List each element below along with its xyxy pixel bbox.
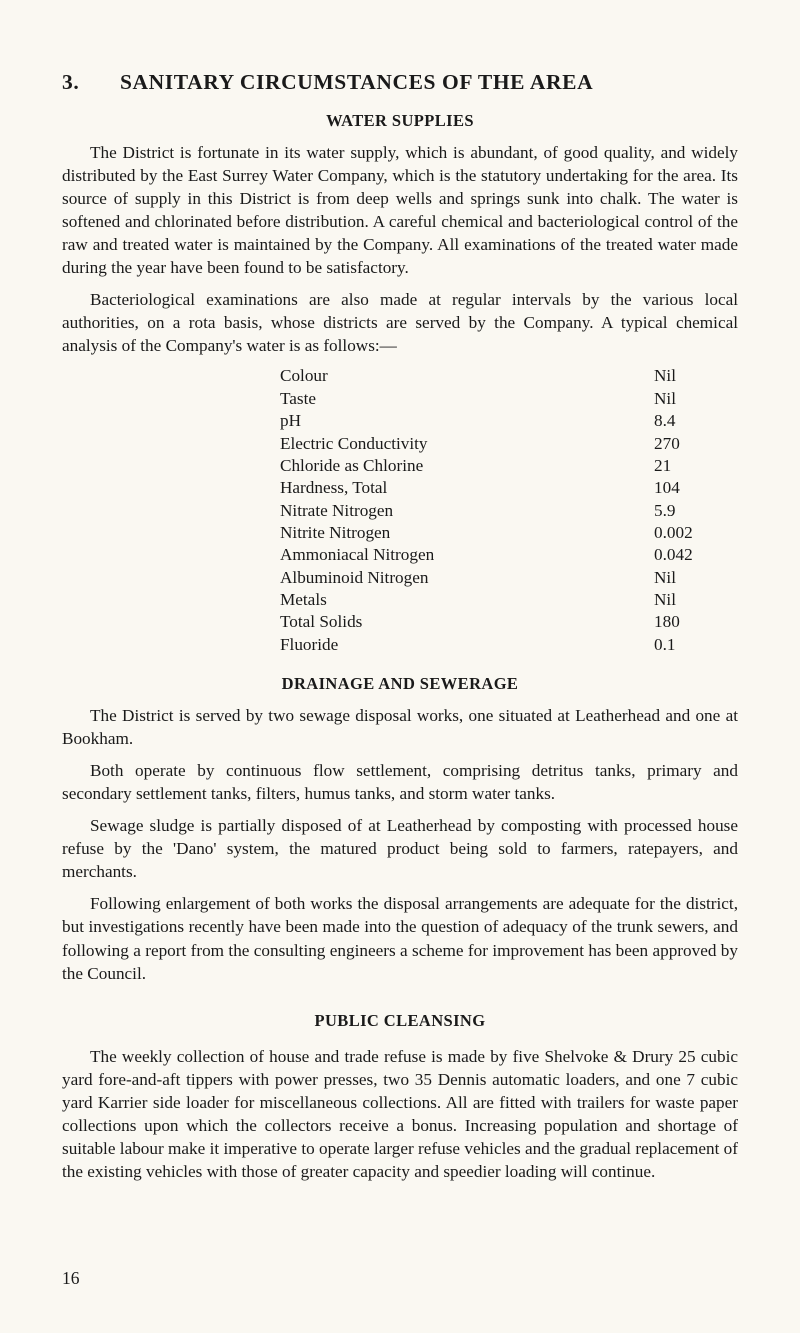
table-row [62,500,738,522]
table-row [62,634,738,656]
analysis-value: 0.002 [654,522,693,542]
section-heading-public-cleansing: PUBLIC CLEANSING [314,1010,486,1030]
table-row [62,522,738,544]
analysis-label: Nitrite Nitrogen [280,522,391,542]
paragraph-drainage-4: Following enlargement of both works the disposal arrangements are adequate for the district, but investigations recently have been made into the question of adequacy of the trunk sewers, and following a report from the consulting engineers a scheme for improvement has been approved by the Council. [62,894,738,983]
analysis-value: 180 [654,612,680,632]
analysis-value: Nil [654,366,676,386]
analysis-value: 5.9 [654,500,676,520]
table-row [62,365,738,387]
section-heading-drainage-and-sewerage: DRAINAGE AND SEWERAGE [281,674,519,694]
analysis-label: Chloride as Chlorine [280,455,424,475]
analysis-label: Fluoride [280,634,339,654]
chapter-title: SANITARY CIRCUMSTANCES OF THE AREA [120,70,594,94]
table-row [62,433,738,455]
paragraph-drainage-3: Sewage sludge is partially disposed of at Leatherhead by composting with processed house refuse by the 'Dano' system, the matured product being sold to farmers, ratepayers, and merchants. [62,816,738,882]
table-row [62,567,738,589]
analysis-value: Nil [654,567,676,587]
analysis-label: Colour [280,366,328,386]
section-heading-water-supplies: WATER SUPPLIES [326,111,474,130]
paragraph-drainage-2: Both operate by continuous flow settlement, comprising detritus tanks, primary and secondary settlement tanks, filters, humus tanks, and storm water tanks. [62,761,738,804]
analysis-value: 270 [654,433,680,453]
analysis-value: 0.1 [654,634,676,654]
analysis-value: 0.042 [654,545,693,565]
analysis-value: 104 [654,478,680,498]
table-row [62,611,738,633]
analysis-label: Albuminoid Nitrogen [280,567,429,587]
analysis-value: Nil [654,388,676,408]
paragraph-drainage-1: The District is served by two sewage disposal works, one situated at Leatherhead and one at Bookham. [62,706,738,749]
water-analysis-table [62,365,738,656]
table-row [62,388,738,410]
table-row [62,410,738,432]
chapter-number: 3. [62,70,80,94]
table-row [62,544,738,566]
analysis-value: 21 [654,455,672,475]
analysis-label: Electric Conductivity [280,433,428,453]
table-row [62,589,738,611]
analysis-value: Nil [654,590,676,610]
paragraph-water-1: The District is fortunate in its water supply, which is abundant, of good quality, and widely distributed by the East Surrey Water Company, which is the statutory undertaking for the area. Its source of supply in this District is from deep wells and springs sunk into chalk. The water is softened and chlorinated before distribution. A careful chemical and bacteriological control of the raw and treated water is maintained by the Company. All examinations of the treated water made during the year have been found to be satisfactory. [62,143,738,278]
analysis-label: Nitrate Nitrogen [280,500,394,520]
analysis-label: pH [280,411,302,431]
analysis-label: Taste [280,388,317,408]
analysis-label: Hardness, Total [280,478,388,498]
table-row [62,455,738,477]
analysis-label: Ammoniacal Nitrogen [280,545,435,565]
table-row [62,477,738,499]
analysis-label: Total Solids [280,612,363,632]
page-title [62,70,738,95]
paragraph-water-2: Bacteriological examinations are also made at regular intervals by the various local authorities, on a rota basis, whose districts are served by the Company. A typical chemical analysis of the Company's water is as follows:— [62,290,738,356]
page-number: 16 [62,1268,80,1288]
analysis-value: 8.4 [654,411,676,431]
paragraph-public-cleansing-1: The weekly collection of house and trade refuse is made by five Shelvoke & Drury 25 cubic yard fore-and-aft tippers with power presses, two 35 Dennis automatic loaders, and one 7 cubic yard Karrier side loader for miscellaneous collections. All are fitted with trailers for waste paper collections upon which the collectors receive a bonus. Increasing population and shortage of suitable labour make it imperative to operate larger refuse vehicles and the gradual replacement of the existing vehicles with those of greater capacity and speedier loading will continue. [62,1046,738,1181]
analysis-label: Metals [280,590,327,610]
